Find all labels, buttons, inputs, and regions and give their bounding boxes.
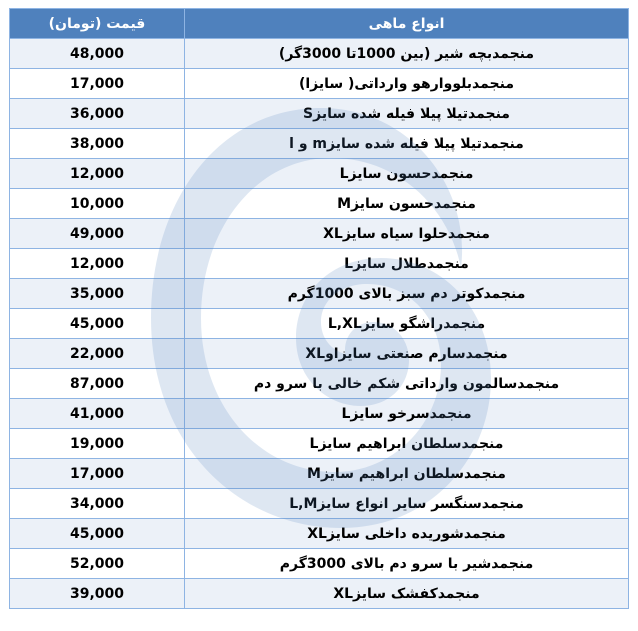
fish-type-cell: منجمدسلطان ابراهیم سایزM bbox=[185, 459, 629, 489]
price-cell: 12,000 bbox=[10, 249, 185, 279]
price-cell: 49,000 bbox=[10, 219, 185, 249]
price-cell: 19,000 bbox=[10, 429, 185, 459]
table-row bbox=[10, 519, 629, 549]
fish-type-cell: منجمدحسون سایزL bbox=[185, 159, 629, 189]
price-cell: 45,000 bbox=[10, 519, 185, 549]
price-cell: 41,000 bbox=[10, 399, 185, 429]
fish-type-cell: منجمدسلطان ابراهیم سایزL bbox=[185, 429, 629, 459]
table-row bbox=[10, 309, 629, 339]
fish-type-cell: منجمدتیلا پیلا فیله شده سایزm و l bbox=[185, 129, 629, 159]
table-row bbox=[10, 189, 629, 219]
table-row bbox=[10, 549, 629, 579]
fish-type-cell: منجمدسنگسر سایر انواع سایزL,M bbox=[185, 489, 629, 519]
fish-type-cell: منجمدحلوا سیاه سایزXL bbox=[185, 219, 629, 249]
table-row bbox=[10, 399, 629, 429]
table-row bbox=[10, 39, 629, 69]
price-cell: 87,000 bbox=[10, 369, 185, 399]
fish-price-table bbox=[9, 8, 629, 609]
table-row bbox=[10, 369, 629, 399]
table-row bbox=[10, 69, 629, 99]
price-cell: 34,000 bbox=[10, 489, 185, 519]
fish-type-cell: منجمدکوتر دم سبز بالای 1000گرم bbox=[185, 279, 629, 309]
fish-type-cell: منجمدکفشک سایزXL bbox=[185, 579, 629, 609]
price-cell: 17,000 bbox=[10, 459, 185, 489]
header-price: قیمت (تومان) bbox=[10, 9, 185, 39]
fish-type-cell: منجمدحسون سایزM bbox=[185, 189, 629, 219]
header-fish-type: انواع ماهی bbox=[185, 9, 629, 39]
table-row bbox=[10, 279, 629, 309]
table-row bbox=[10, 579, 629, 609]
price-cell: 45,000 bbox=[10, 309, 185, 339]
table-row bbox=[10, 159, 629, 189]
table-row bbox=[10, 219, 629, 249]
fish-type-cell: منجمدشیر با سرو دم بالای 3000گرم bbox=[185, 549, 629, 579]
price-cell: 38,000 bbox=[10, 129, 185, 159]
fish-type-cell: منجمدسرخو سایزL bbox=[185, 399, 629, 429]
fish-type-cell: منجمدبچه شیر (بین 1000تا 3000گر) bbox=[185, 39, 629, 69]
fish-type-cell: منجمدسارم صنعتی سایزاوXL bbox=[185, 339, 629, 369]
price-cell: 10,000 bbox=[10, 189, 185, 219]
price-cell: 48,000 bbox=[10, 39, 185, 69]
table-row bbox=[10, 459, 629, 489]
price-cell: 39,000 bbox=[10, 579, 185, 609]
table-row bbox=[10, 429, 629, 459]
price-table-container bbox=[9, 8, 628, 628]
price-cell: 35,000 bbox=[10, 279, 185, 309]
table-row bbox=[10, 99, 629, 129]
price-cell: 52,000 bbox=[10, 549, 185, 579]
price-cell: 17,000 bbox=[10, 69, 185, 99]
price-cell: 12,000 bbox=[10, 159, 185, 189]
table-row bbox=[10, 129, 629, 159]
table-header-row bbox=[10, 9, 629, 39]
fish-type-cell: منجمدطلال سایزL bbox=[185, 249, 629, 279]
fish-type-cell: منجمدراشگو سایزL,XL bbox=[185, 309, 629, 339]
price-cell: 36,000 bbox=[10, 99, 185, 129]
fish-type-cell: منجمدسالمون وارداتی شکم خالی با سرو دم bbox=[185, 369, 629, 399]
price-cell: 22,000 bbox=[10, 339, 185, 369]
fish-type-cell: منجمدبلووارهو وارداتی( سایزا) bbox=[185, 69, 629, 99]
table-row bbox=[10, 249, 629, 279]
fish-type-cell: منجمدتیلا پیلا فیله شده سایزS bbox=[185, 99, 629, 129]
table-row bbox=[10, 489, 629, 519]
fish-type-cell: منجمدشوریده داخلی سایزXL bbox=[185, 519, 629, 549]
table-row bbox=[10, 339, 629, 369]
